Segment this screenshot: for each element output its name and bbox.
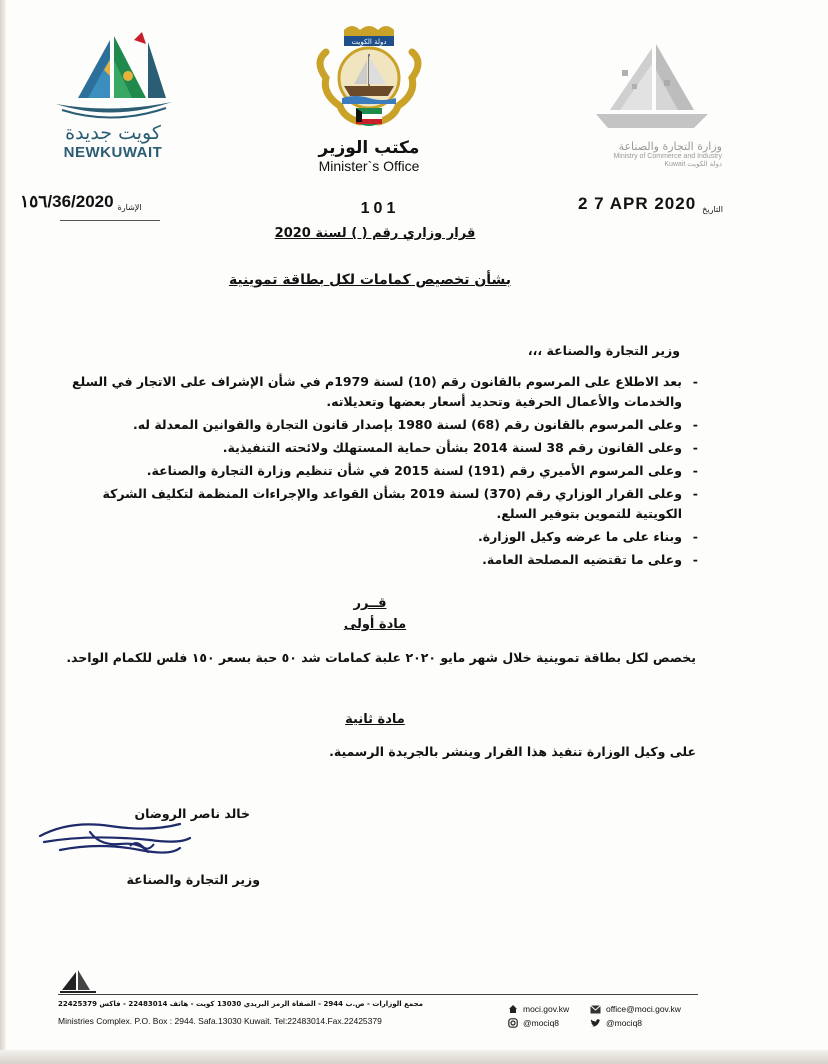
clause-text: وعلى القرار الوزاري رقم (370) لسنة 2019 بشأن القواعد والإجراءات المنظمة لتكليف الشركة الكويتية للتموين بتوفير السلع. [102,486,682,521]
article1-heading: مادة أولى [343,617,407,632]
twitter-icon [590,1019,601,1028]
clause-bullet: - [692,417,698,432]
instagram-link[interactable] [508,1018,559,1028]
clause-item [70,438,698,458]
signatory-position: وزير التجارة والصناعة [126,872,260,887]
home-icon [508,1004,518,1014]
clause-text: بعد الاطلاع على المرسوم بالقانون رقم (10) لسنة 1979م في شأن الإشراف على الاتجار في السلع والخدمات والأعمال الحرفية وتحديد أسعار بعضها وتعديلاته. [71,374,682,409]
footer-divider [58,994,698,995]
footer-address-english: Ministries Complex. P.O. Box : 2944. Safa.13030 Kuwait. Tel:22483014.Fax.22425379 [58,1016,382,1026]
preamble-clauses [70,372,698,573]
clause-item [70,484,698,524]
clause-text: وعلى المرسوم الأميري رقم (191) لسنة 2015 في شأن تنظيم وزارة التجارة والصناعة. [146,463,682,478]
newkuwait-english: NEWKUWAIT [63,144,163,161]
footer-dhow-icon [58,968,98,994]
clause-text: وعلى القانون رقم 38 لسنة 2014 بشأن حماية المستهلك ولائحته التنفيذية. [222,440,682,455]
clause-bullet: - [692,552,698,567]
scan-bottom-edge [0,1050,828,1064]
clause-text: وعلى ما تقتضيه المصلحة العامة. [482,552,682,567]
clause-bullet: - [692,529,698,544]
ministers-office-logo [304,22,434,172]
clause-bullet: - [692,486,698,501]
decided-heading: قــرر [353,596,387,611]
clause-list [70,372,698,570]
kuwait-emblem-icon [304,22,434,134]
decree-subject: بشأن تخصيص كمامات لكل بطاقة تموينية [228,272,512,288]
email-text: office@moci.gov.kw [606,1004,681,1014]
moci-dhow-icon [582,40,722,136]
article2-text: على وكيل الوزارة تنفيذ هذا القرار وينشر بالجريدة الرسمية. [329,744,696,759]
newkuwait-logo [48,30,178,170]
email-link[interactable] [590,1004,681,1014]
moci-logo [582,40,722,180]
date-value: 2 7 APR 2020 [578,194,697,213]
ministers-office-arabic: مكتب الوزير [318,138,420,158]
moci-english: Ministry of Commerce and Industry [613,153,722,160]
clause-item [70,415,698,435]
reference-underline [60,220,160,221]
date-block [578,192,728,214]
article2-heading: مادة ثانية [345,712,405,727]
website-link[interactable] [508,1004,569,1014]
moci-kuwait-en: Kuwait [664,161,686,168]
signatory-name: خالد ناصر الروضان [134,806,250,821]
newkuwait-arabic: كويت جديدة [65,122,161,144]
date-label: التاريخ [702,205,723,214]
decree-title: قرار وزاري رقم ( ) لسنة 2020 [274,226,476,241]
ministers-office-english: Minister`s Office [318,158,420,174]
moci-kuwait-ar: دولة الكويت [687,161,722,168]
clause-item [70,461,698,481]
instagram-icon [508,1018,518,1028]
twitter-link[interactable] [590,1018,642,1028]
clause-bullet: - [692,440,698,455]
decree-number: 101 [360,200,400,217]
article1-text: يخصص لكل بطاقة تموينية خلال شهر مايو ٢٠٢٠ علبة كمامات شد ٥٠ حبة بسعر ١٥٠ فلس للكمام الواحد. [66,650,696,665]
clause-item [70,550,698,570]
scan-edge [0,0,6,1064]
newkuwait-sail-icon [48,30,178,120]
reference-label: الإشارة [117,203,142,212]
emblem-text: دولة الكويت [351,38,387,46]
clause-text: وعلى المرسوم بالقانون رقم (68) لسنة 1980 بإصدار قانون التجارة والقوانين المعدلة له. [132,417,682,432]
moci-country-line [582,160,722,168]
moci-arabic: وزارة التجارة والصناعة [618,140,722,153]
clause-item [70,527,698,547]
handwritten-signature [30,816,200,862]
reference-block [20,190,200,212]
issuer-line: وزير التجارة والصناعة ،،، [527,343,680,358]
clause-bullet: - [692,463,698,478]
clause-item [70,372,698,412]
email-icon [590,1005,601,1014]
reference-value: ١٥٦/36/2020 [20,192,114,211]
clause-bullet: - [692,374,698,389]
twitter-text: @mociq8 [606,1018,643,1028]
website-text: moci.gov.kw [523,1004,570,1014]
instagram-text: @mociq8 [523,1018,560,1028]
footer-address-arabic: مجمع الوزارات - ص.ب 2944 - الصفاة الرمز البريدي 13030 كويت - هاتف 22483014 - فاكس 22425379 [58,1000,423,1008]
clause-text: وبناء على ما عرضه وكيل الوزارة. [477,529,682,544]
